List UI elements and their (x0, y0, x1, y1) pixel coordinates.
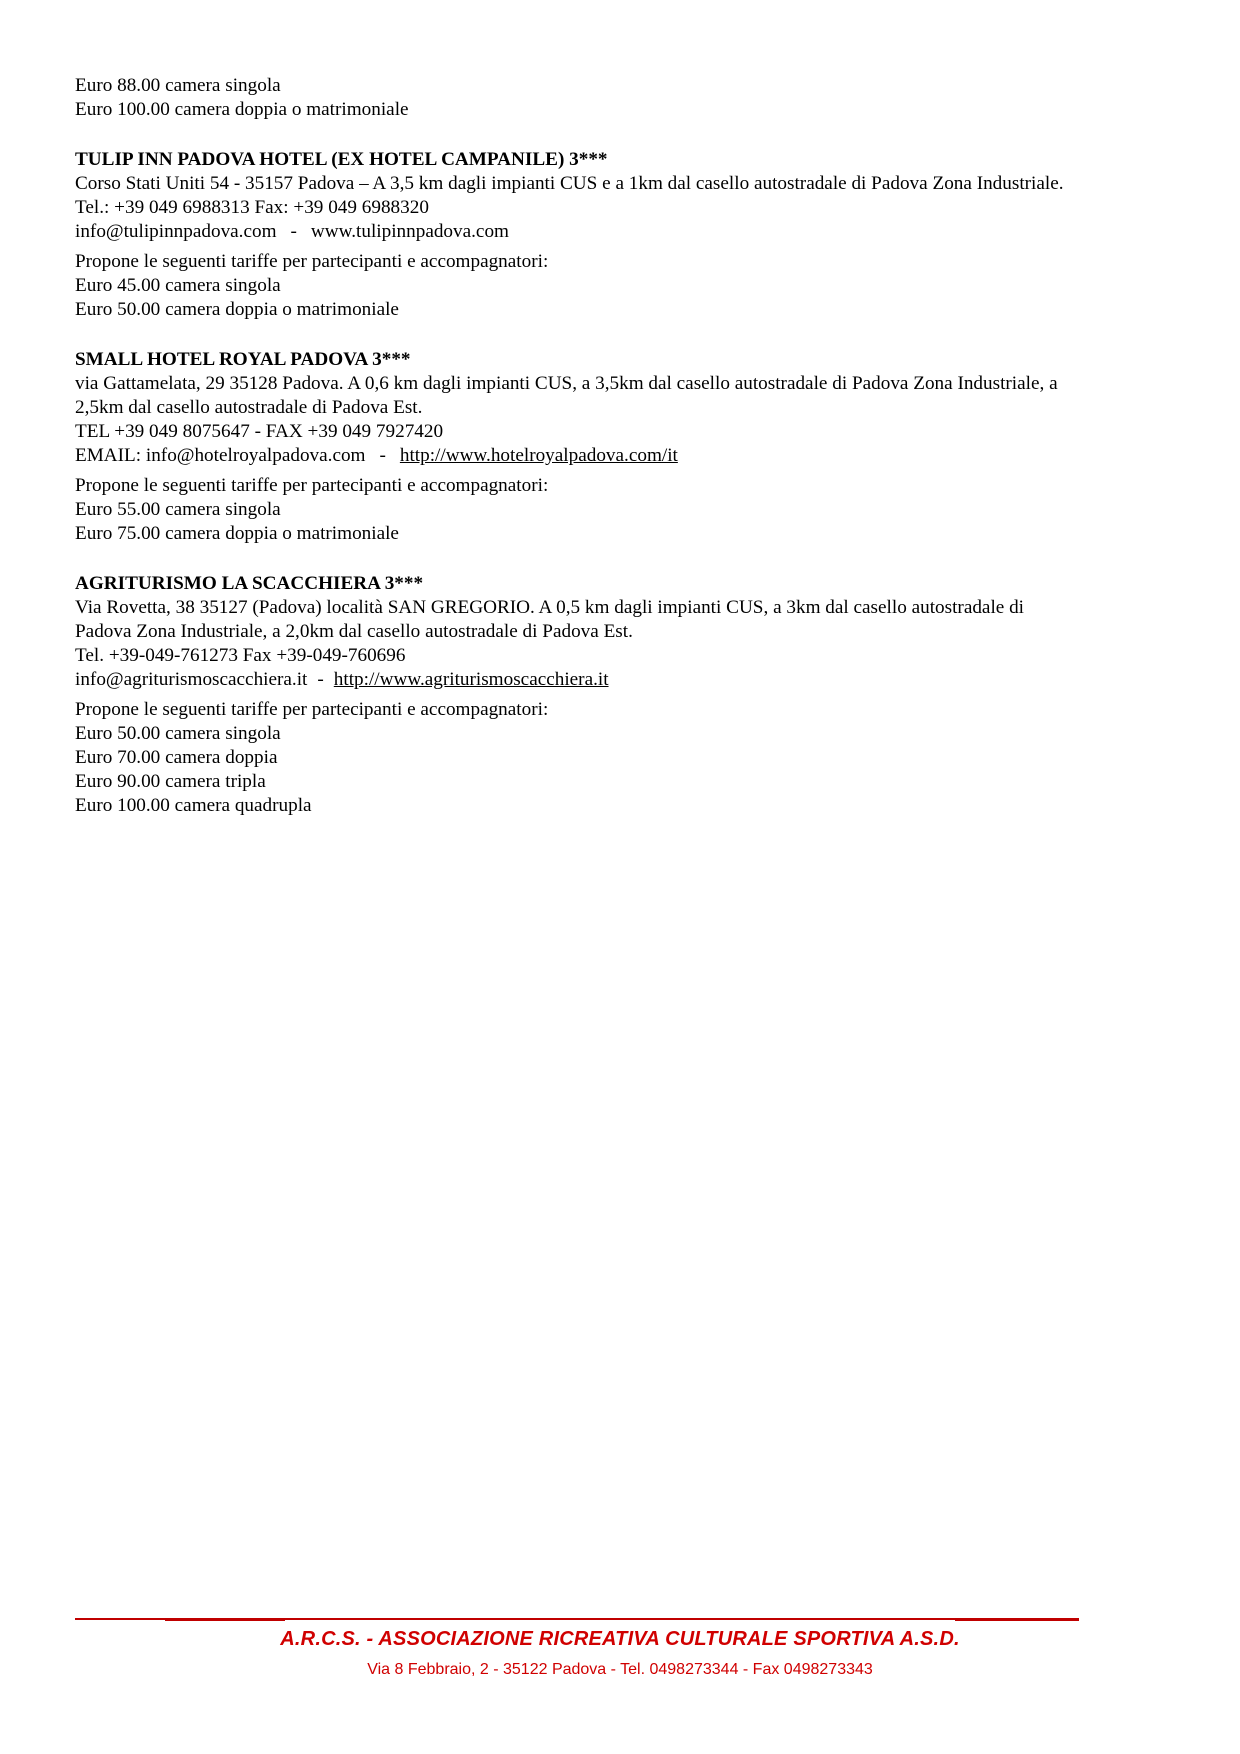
separator-dash: - (379, 445, 386, 466)
separator-dash: - (317, 669, 324, 690)
top-rates (75, 74, 1185, 122)
footer-divider-accent (165, 1618, 285, 1621)
hotel-tulip-inn (75, 148, 1185, 322)
hotel-website[interactable]: http://www.agriturismoscacchiera.it (333, 669, 609, 690)
rates-intro: Propone le seguenti tariffe per partecipanti e accompagnatori: (75, 251, 549, 272)
hotel-title: SMALL HOTEL ROYAL PADOVA 3*** (75, 349, 411, 370)
rate-line: Euro 90.00 camera tripla (75, 771, 266, 792)
footer-divider-accent (955, 1618, 1079, 1621)
hotel-email[interactable]: info@agriturismoscacchiera.it (75, 669, 308, 690)
rate-line: Euro 55.00 camera singola (75, 499, 281, 520)
rates-intro: Propone le seguenti tariffe per partecipanti e accompagnatori: (75, 475, 549, 496)
hotel-phone: TEL +39 049 8075647 - FAX +39 049 7927420 (75, 421, 444, 442)
rate-line: Euro 88.00 camera singola (75, 75, 281, 96)
hotel-phone: Tel. +39-049-761273 Fax +39-049-760696 (75, 645, 406, 666)
hotel-website[interactable]: www.tulipinnpadova.com (310, 221, 509, 242)
hotel-email[interactable]: EMAIL: info@hotelroyalpadova.com (75, 445, 366, 466)
rate-line: Euro 50.00 camera singola (75, 723, 281, 744)
separator-dash: - (290, 221, 297, 242)
rate-line: Euro 100.00 camera quadrupla (75, 795, 312, 816)
document-body (75, 74, 1185, 818)
hotel-phone: Tel.: +39 049 6988313 Fax: +39 049 6988320 (75, 197, 429, 218)
rate-line: Euro 45.00 camera singola (75, 275, 281, 296)
hotel-address: via Gattamelata, 29 35128 Padova. A 0,6 km dagli impianti CUS, a 3,5km dal casello autostradale di Padova Zona Industriale, a (75, 373, 1058, 394)
hotel-email[interactable]: info@tulipinnpadova.com (75, 221, 277, 242)
hotel-contacts (75, 220, 1185, 244)
hotel-contacts (75, 444, 1185, 468)
hotel-address: Via Rovetta, 38 35127 (Padova) località SAN GREGORIO. A 0,5 km dagli impianti CUS, a 3km dal casello autostradale di (75, 597, 1025, 618)
footer-address: Via 8 Febbraio, 2 - 35122 Padova - Tel. 0498273344 - Fax 0498273343 (367, 1661, 873, 1678)
rate-line: Euro 100.00 camera doppia o matrimoniale (75, 99, 409, 120)
hotel-address: 2,5km dal casello autostradale di Padova Est. (75, 397, 423, 418)
hotel-contacts (75, 668, 1185, 692)
hotel-title: AGRITURISMO LA SCACCHIERA 3*** (75, 573, 424, 594)
hotel-agriturismo-scacchiera (75, 572, 1185, 818)
hotel-website[interactable]: http://www.hotelroyalpadova.com/it (399, 445, 678, 466)
hotel-address: Corso Stati Uniti 54 - 35157 Padova – A 3,5 km dagli impianti CUS e a 1km dal casello autostradale di Padova Zona Industriale. (75, 173, 1064, 194)
rates-intro: Propone le seguenti tariffe per partecipanti e accompagnatori: (75, 699, 549, 720)
footer-divider (75, 1618, 1079, 1620)
footer-organization: A.R.C.S. - ASSOCIAZIONE RICREATIVA CULTURALE SPORTIVA A.S.D. (280, 1628, 960, 1650)
rate-line: Euro 70.00 camera doppia (75, 747, 278, 768)
hotel-small-royal (75, 348, 1185, 546)
hotel-title: TULIP INN PADOVA HOTEL (EX HOTEL CAMPANILE) 3*** (75, 149, 608, 170)
rate-line: Euro 75.00 camera doppia o matrimoniale (75, 523, 399, 544)
rate-line: Euro 50.00 camera doppia o matrimoniale (75, 299, 399, 320)
hotel-address: Padova Zona Industriale, a 2,0km dal casello autostradale di Padova Est. (75, 621, 633, 642)
